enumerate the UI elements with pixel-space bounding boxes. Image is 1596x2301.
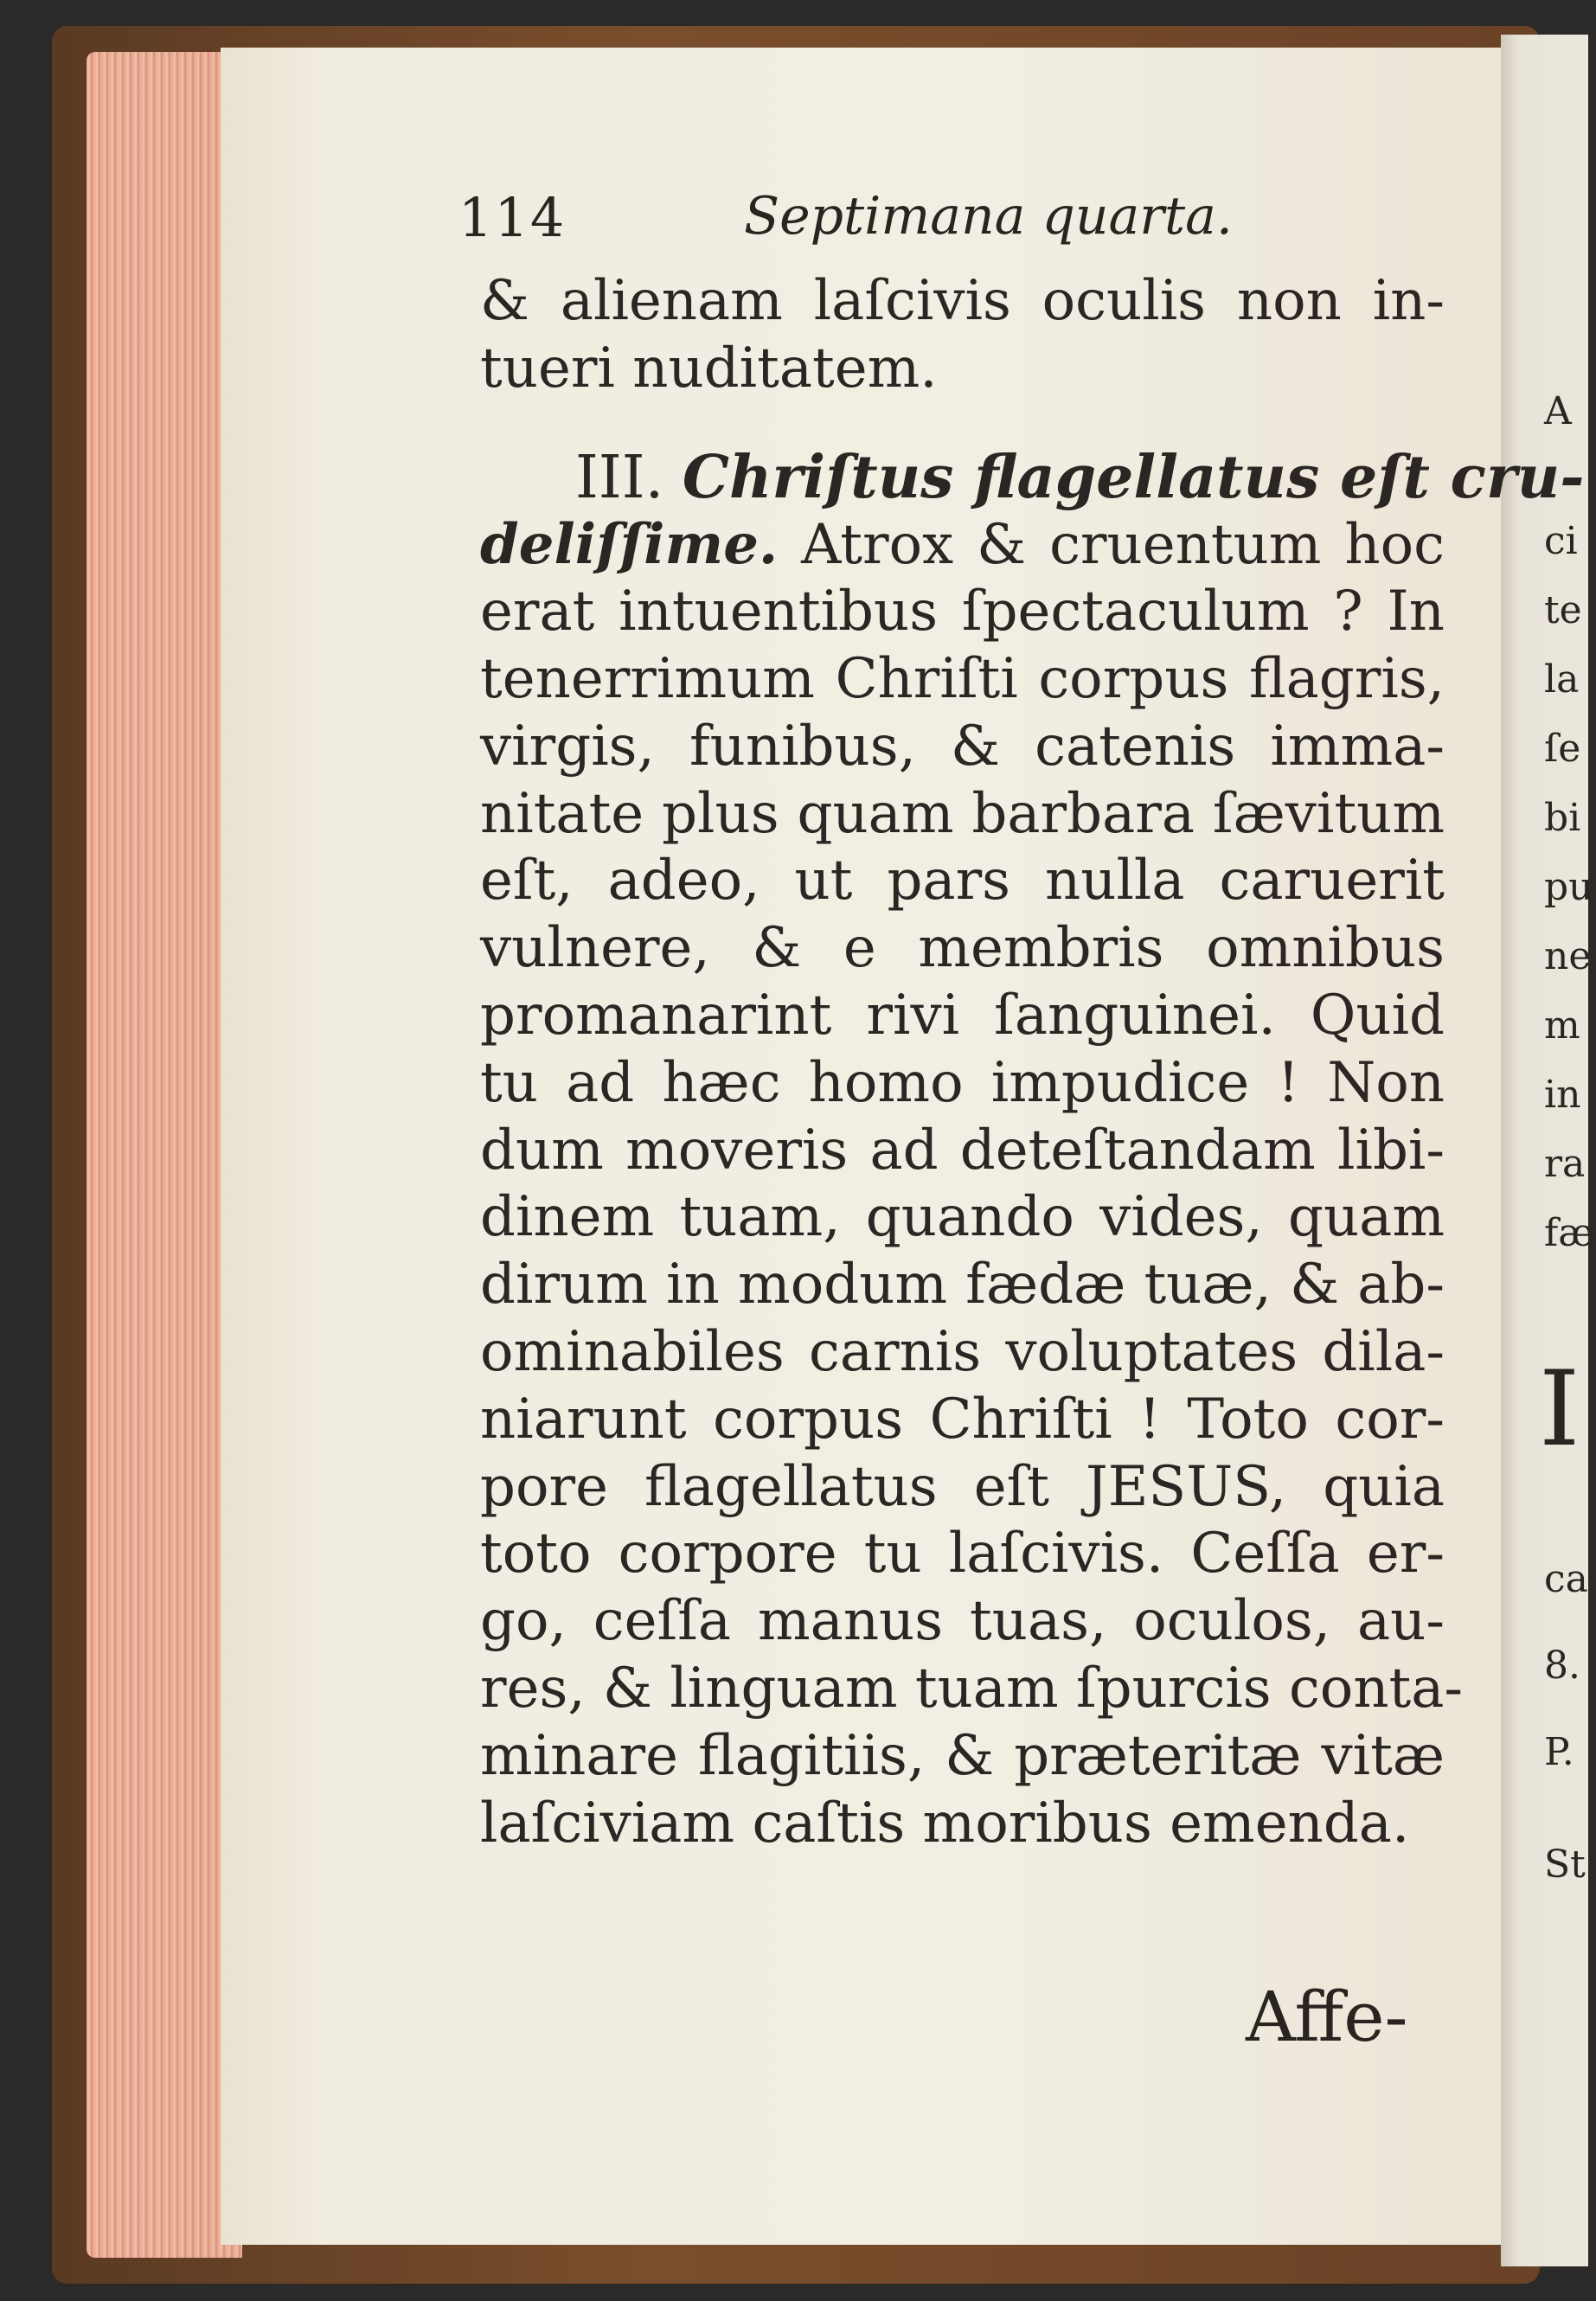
heading-italic: Chriſtus flagellatus eſt cru- [682, 442, 1585, 512]
facing-page [1501, 35, 1594, 2266]
text-line: go, ceſſa manus tuas, oculos, au- [480, 1589, 1445, 1654]
text-line: & alienam laſcivis oculis non in- [480, 269, 1445, 333]
text-line: nitate plus quam barbara ſævitum [480, 781, 1445, 846]
facing-fragment: ra [1544, 1142, 1586, 1186]
facing-fragment: in [1544, 1073, 1581, 1117]
page-number: 114 [458, 186, 567, 249]
text-line: dirum in modum fædæ tuæ, & ab- [480, 1253, 1445, 1317]
facing-fragment: fæ [1544, 1211, 1594, 1255]
page-edges [87, 52, 242, 2258]
text-line: virgis, funibus, & catenis imma- [480, 714, 1445, 779]
facing-fragment: ca [1544, 1557, 1588, 1601]
facing-fragment: m [1544, 1003, 1580, 1048]
text-line: promanarint rivi ſanguinei. Quid [480, 983, 1445, 1048]
facing-fragment: ſe [1544, 727, 1581, 771]
text-line: tu ad hæc homo impudice ! Non [480, 1050, 1445, 1115]
text-line: res, & linguam tuam ſpurcis conta- [480, 1656, 1464, 1721]
text-line: dum moveris ad deteſtandam libi- [480, 1118, 1445, 1183]
text-line: toto corpore tu laſcivis. Ceſſa er- [480, 1522, 1445, 1586]
text-line: niarunt corpus Chriſti ! Toto cor- [480, 1387, 1445, 1452]
text-line: minare flagitiis, & præteritæ vitæ [480, 1723, 1445, 1788]
facing-fragment: P. [1544, 1730, 1574, 1774]
facing-fragment: pu [1544, 865, 1593, 909]
running-head [458, 186, 1436, 255]
text-line: laſciviam caſtis moribus emenda. [480, 1791, 1410, 1856]
facing-fragment: ne [1544, 934, 1592, 978]
section-heading [480, 442, 1585, 512]
text-line: tueri nuditatem. [480, 336, 938, 401]
text-line: tenerrimum Chriſti corpus flagris, [480, 646, 1445, 711]
running-title: Septimana quarta. [744, 186, 1233, 247]
facing-fragment: te [1544, 588, 1582, 632]
facing-fragment: la [1544, 657, 1580, 702]
facing-fragment: ci [1544, 519, 1578, 563]
facing-fragment: bi [1544, 796, 1581, 840]
text-line: eſt, adeo, ut pars nulla caruerit [480, 849, 1445, 913]
heading-numeral: III. [575, 443, 664, 512]
text-line: dinem tuam, quando vides, quam [480, 1185, 1445, 1250]
text-line [480, 511, 1445, 579]
heading-italic-cont: deliſſime. [480, 512, 779, 578]
text-line: pore flagellatus eſt JESUS, quia [480, 1454, 1445, 1519]
text-line-rest: Atrox & cruentum hoc [801, 513, 1445, 578]
text-line: erat intuentibus ſpectaculum ? In [480, 580, 1445, 644]
text-line: vulnere, & e membris omnibus [480, 916, 1445, 981]
catchword: Affe- [1246, 1977, 1408, 2057]
facing-fragment: A [1544, 389, 1572, 433]
facing-fragment: 8. [1544, 1644, 1580, 1688]
text-line: ominabiles carnis voluptates dila- [480, 1319, 1445, 1384]
body-text [480, 268, 1585, 1857]
paragraph-gap [480, 403, 1445, 445]
facing-fragment: St [1544, 1843, 1586, 1887]
facing-fragment: I [1539, 1349, 1580, 1470]
